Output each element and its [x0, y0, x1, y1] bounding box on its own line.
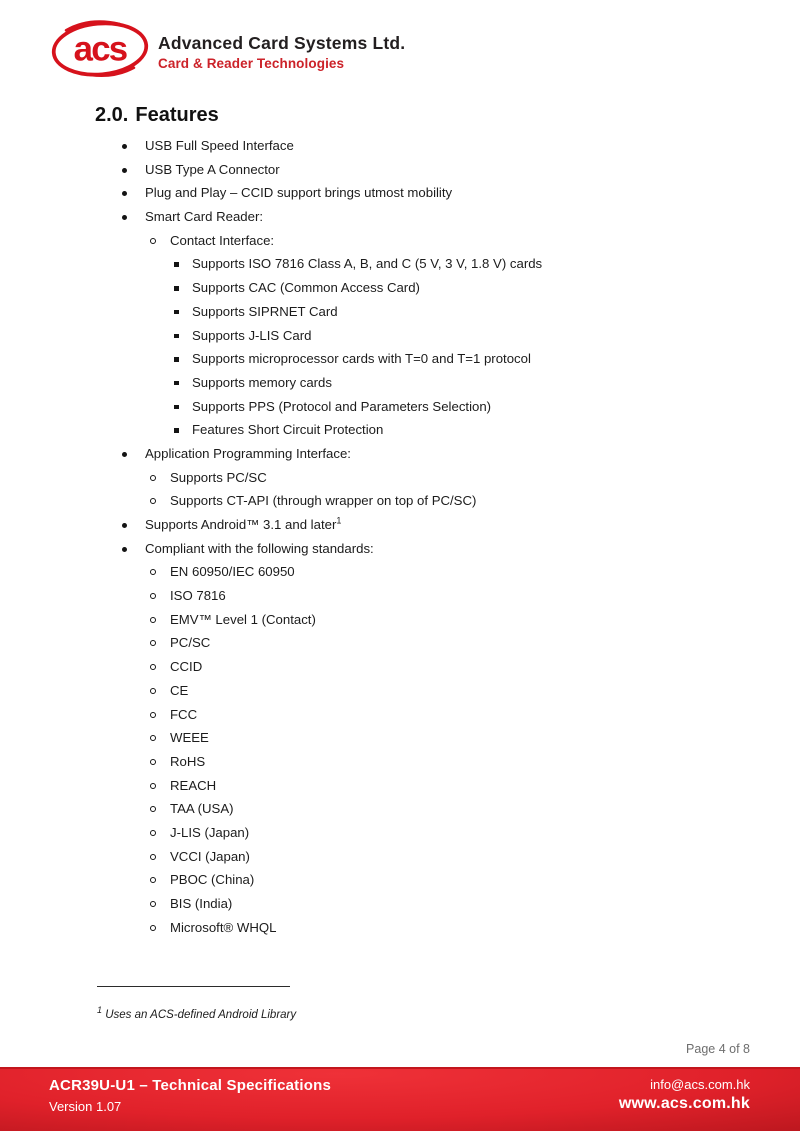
list-item: Supports SIPRNET Card — [95, 304, 715, 328]
list-item: WEEE — [95, 730, 715, 754]
acs-logo-text: acs — [73, 30, 127, 69]
list-item: USB Type A Connector — [95, 162, 715, 186]
list-item: EN 60950/IEC 60950 — [95, 564, 715, 588]
bullet-dot-icon — [122, 191, 127, 196]
company-block — [158, 27, 405, 71]
list-item: Supports PPS (Protocol and Parameters Selection) — [95, 399, 715, 423]
footnote-divider — [97, 986, 290, 987]
acs-logo-icon — [46, 16, 154, 82]
list-item: CE — [95, 683, 715, 707]
list-item: PBOC (China) — [95, 872, 715, 896]
features-list — [95, 138, 715, 943]
section-title: Features — [135, 104, 219, 126]
list-item: USB Full Speed Interface — [95, 138, 715, 162]
bullet-circle-icon — [150, 475, 156, 481]
bullet-circle-icon — [150, 759, 156, 765]
bullet-circle-icon — [150, 238, 156, 244]
page-number: Page 4 of 8 — [686, 1042, 750, 1056]
list-item: Application Programming Interface: — [95, 446, 715, 470]
list-item: Plug and Play – CCID support brings utmost mobility — [95, 185, 715, 209]
company-tagline: Card & Reader Technologies — [158, 56, 345, 71]
list-item: Supports ISO 7816 Class A, B, and C (5 V, 3 V, 1.8 V) cards — [95, 256, 715, 280]
list-item: TAA (USA) — [95, 801, 715, 825]
bullet-circle-icon — [150, 593, 156, 599]
bullet-dot-icon — [122, 523, 127, 528]
bullet-circle-icon — [150, 617, 156, 623]
bullet-circle-icon — [150, 498, 156, 504]
list-item: RoHS — [95, 754, 715, 778]
footer-right — [619, 1077, 750, 1113]
company-name: Advanced Card Systems Ltd. — [158, 33, 406, 53]
header — [46, 16, 405, 82]
bullet-circle-icon — [150, 925, 156, 931]
bullet-circle-icon — [150, 664, 156, 670]
bullet-circle-icon — [150, 877, 156, 883]
bullet-dot-icon — [122, 168, 127, 173]
bullet-square-icon — [174, 428, 179, 433]
bullet-circle-icon — [150, 854, 156, 860]
bullet-square-icon — [174, 334, 179, 339]
section-heading — [95, 104, 219, 127]
list-item: Smart Card Reader: — [95, 209, 715, 233]
bullet-circle-icon — [150, 783, 156, 789]
bullet-circle-icon — [150, 901, 156, 907]
list-item: Supports J-LIS Card — [95, 328, 715, 352]
list-item: Features Short Circuit Protection — [95, 422, 715, 446]
bullet-circle-icon — [150, 806, 156, 812]
list-item: VCCI (Japan) — [95, 849, 715, 873]
list-item: EMV™ Level 1 (Contact) — [95, 612, 715, 636]
list-item: Supports memory cards — [95, 375, 715, 399]
footer-doc-title: ACR39U-U1 – Technical Specifications — [49, 1077, 332, 1094]
bullet-dot-icon — [122, 215, 127, 220]
list-item: Supports PC/SC — [95, 470, 715, 494]
list-item: REACH — [95, 778, 715, 802]
list-item: Supports CT-API (through wrapper on top of PC/SC) — [95, 493, 715, 517]
list-item: PC/SC — [95, 635, 715, 659]
section-number: 2.0. — [95, 104, 129, 126]
footnote-marker: 1 — [97, 1005, 103, 1016]
footer-left — [49, 1077, 331, 1114]
footnote-ref: 1 — [336, 515, 342, 526]
footer-bar — [0, 1067, 800, 1131]
bullet-circle-icon — [150, 712, 156, 718]
footer-version: Version 1.07 — [49, 1099, 122, 1114]
list-item: Supports microprocessor cards with T=0 and T=1 protocol — [95, 351, 715, 375]
bullet-circle-icon — [150, 688, 156, 694]
footer-email: info@acs.com.hk — [650, 1077, 750, 1092]
footnote — [97, 986, 296, 1021]
list-item: Supports CAC (Common Access Card) — [95, 280, 715, 304]
bullet-square-icon — [174, 357, 179, 362]
bullet-dot-icon — [122, 547, 127, 552]
bullet-circle-icon — [150, 640, 156, 646]
bullet-circle-icon — [150, 830, 156, 836]
bullet-square-icon — [174, 286, 179, 291]
list-item: ISO 7816 — [95, 588, 715, 612]
list-item: Compliant with the following standards: — [95, 541, 715, 565]
list-item: Contact Interface: — [95, 233, 715, 257]
footer-website: www.acs.com.hk — [618, 1095, 750, 1112]
footnote-text: $^1$ Uses an ACS-defined Android Library — [97, 1005, 297, 1021]
list-item: Supports Android™ 3.1 and later$^1$ — [95, 517, 715, 541]
list-item: J-LIS (Japan) — [95, 825, 715, 849]
bullet-square-icon — [174, 262, 179, 267]
bullet-dot-icon — [122, 144, 127, 149]
list-item: Microsoft® WHQL — [95, 920, 715, 944]
bullet-square-icon — [174, 405, 179, 410]
bullet-square-icon — [174, 310, 179, 315]
list-item: BIS (India) — [95, 896, 715, 920]
bullet-square-icon — [174, 381, 179, 386]
list-item: CCID — [95, 659, 715, 683]
bullet-circle-icon — [150, 569, 156, 575]
bullet-dot-icon — [122, 452, 127, 457]
list-item: FCC — [95, 707, 715, 731]
bullet-circle-icon — [150, 735, 156, 741]
